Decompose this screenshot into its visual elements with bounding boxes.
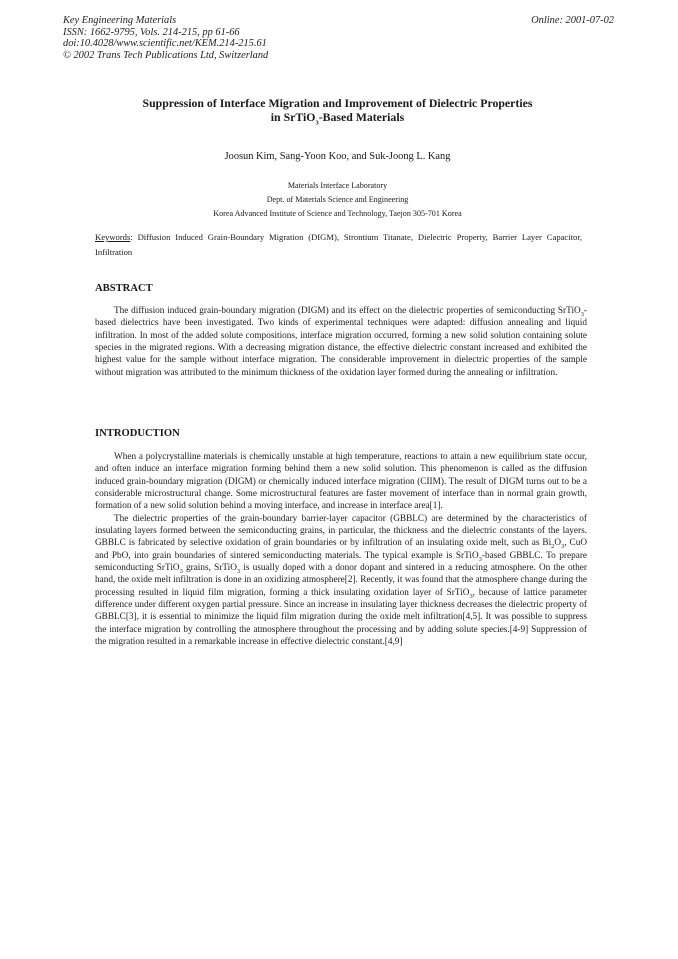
- author-list: Joosun Kim, Sang-Yoon Koo, and Suk-Joong L. Kang: [224, 151, 451, 162]
- abstract-heading: ABSTRACT: [95, 283, 153, 294]
- keywords-label: Keywords: [95, 232, 131, 242]
- title-line-1: Suppression of Interface Migration and Improvement of Dielectric Properties: [142, 96, 533, 110]
- introduction-heading: INTRODUCTION: [95, 428, 180, 439]
- abstract-body: [95, 305, 587, 379]
- intro-paragraph-2: The dielectric properties of the grain-boundary barrier-layer capacitor (GBBLC) are determined by the characteristics of insulating layers formed between the semiconducting grains, in particular, the thickness and the dielectric constants of the layers. GBBLC is fabricated by selective oxidation of grain boundaries or by infiltration of an insulating oxide melt, such as $Bi_2O_3$, CuO and PbO, into grain boundaries of sintered semiconducting materials. The typical example is SrTiO$_3$-based GBBLC. To prepare semiconducting SrTiO$_3$ grains, SrTiO$_3$ is usually doped with a donor dopant and sintered in a reducing atmosphere. On the other hand, the oxide melt infiltration is done in an oxidizing atmosphere[2]. Recently, it was found that the atmosphere change during the processing resulted in liquid film migration, forming a thick insulating oxidation layer of SrTiO$_3$, because of lattice parameter difference under different oxygen partial pressure. Since an increase in insulating layer thickness decreases the dielectric property of GBBLC[3], it is essential to minimize the liquid film migration during the oxide melt infiltration[4,5]. It was possible to suppress the interface migration by controlling the atmosphere throughout the processing and by adding solute species.[4-9] Suppression of the migration resulted in a remarkable increase in effective dielectric constant.[4,9]: [95, 513, 587, 648]
- intro-paragraph-1: When a polycrystalline materials is chemically unstable at high temperature, reactions to attain a new equilibrium state occur, and often induce an interface migration forming behind them a new solid solution. This phenomenon is called as the diffusion induced grain-boundary migration (DIGM) or chemically induced interface migration (CIIM). The result of DIGM turns out to be a considerable microstructural change. Some microstructural features are faster movement of interface than in normal grain growth, formation of a new solid solution behind a moving interface, and increase in interface area[1].: [95, 452, 587, 512]
- affiliation-dept: Dept. of Materials Science and Engineering: [266, 194, 409, 204]
- abstract-paragraph: The diffusion induced grain-boundary migration (DIGM) and its effect on the dielectric properties of semiconducting SrTiO$_3$-based dielectrics have been investigated. Two kinds of experimental techniques were adapted: diffusion annealing and liquid infiltration. In most of the added solute compositions, interface migration occurred, forming a new solid solution containing solute species in the migrated regions. With a decreasing migration distance, the effective dielectric constant increased and exhibited the highest value for the sample without interface migration. The considerable improvement in dielectric properties of the sample without migration was attributed to the minimum thickness of the oxidation layer formed during the annealing or infiltration.: [95, 306, 587, 378]
- introduction-body: [95, 451, 587, 649]
- doi-link[interactable]: doi:10.4028/www.scientific.net/KEM.214-215.61: [63, 38, 267, 50]
- journal-name: Key Engineering Materials: [63, 15, 177, 26]
- copyright-line: © 2002 Trans Tech Publications Ltd, Switzerland: [63, 49, 269, 61]
- online-date: Online: 2001-07-02: [531, 15, 614, 26]
- journal-header: [63, 15, 268, 61]
- affiliation-institute: Korea Advanced Institute of Science and Technology, Taejon 305-701 Korea: [213, 208, 462, 218]
- keywords-text: : Diffusion Induced Grain-Boundary Migration (DIGM), Strontium Titanate, Dielectric Property, Barrier Layer Capacitor, Infiltration: [95, 232, 582, 257]
- affiliation-lab: Materials Interface Laboratory: [287, 181, 388, 190]
- title-line-2: in SrTiO$_3$-Based Materials: [270, 110, 405, 127]
- affiliation: [70, 179, 605, 220]
- keywords: [95, 230, 582, 259]
- issn-line: ISSN: 1662-9795, Vols. 214-215, pp 61-66: [63, 26, 240, 38]
- paper-title: [70, 96, 605, 127]
